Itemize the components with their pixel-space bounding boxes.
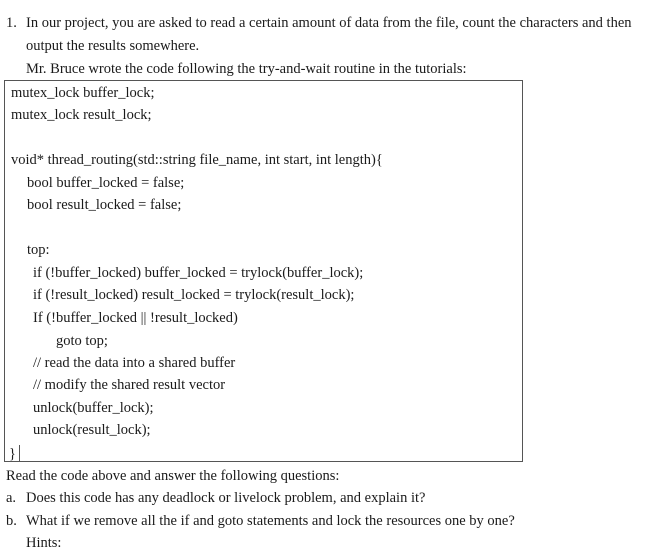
code-line-7: if (!buffer_locked) buffer_locked = trylock(buffer_lock); <box>33 265 364 281</box>
code-line-15: } <box>9 446 16 462</box>
code-line-3: void* thread_routing(std::string file_name, int start, int length){ <box>11 152 383 168</box>
intro-line-3: Mr. Bruce wrote the code following the try-and-wait routine in the tutorials: <box>26 61 467 77</box>
code-line-12: // modify the shared result vector <box>33 377 226 393</box>
code-line-9: If (!buffer_locked || !result_locked) <box>33 310 238 326</box>
hints-label: Hints: <box>26 535 62 551</box>
intro-line-1: In our project, you are asked to read a certain amount of data from the file, count the characters and then <box>26 15 632 31</box>
code-line-4: bool buffer_locked = false; <box>27 175 185 191</box>
question-a-label: a. <box>6 490 17 506</box>
question-a-text: Does this code has any deadlock or livelock problem, and explain it? <box>26 490 426 506</box>
code-line-2: mutex_lock result_lock; <box>11 107 152 123</box>
intro-line-2: output the results somewhere. <box>26 38 200 54</box>
code-line-1: mutex_lock buffer_lock; <box>11 85 155 101</box>
read-instruction: Read the code above and answer the following questions: <box>6 468 340 484</box>
code-line-14: unlock(result_lock); <box>33 422 151 438</box>
question-number: 1. <box>6 15 17 31</box>
question-b-label: b. <box>6 513 17 529</box>
code-line-5: bool result_locked = false; <box>27 197 182 213</box>
question-b-text: What if we remove all the if and goto statements and lock the resources one by one? <box>26 513 515 529</box>
code-line-13: unlock(buffer_lock); <box>33 400 154 416</box>
code-line-6: top: <box>27 242 50 258</box>
code-line-11: // read the data into a shared buffer <box>33 355 236 371</box>
code-line-8: if (!result_locked) result_locked = trylock(result_lock); <box>33 287 355 303</box>
code-line-10: goto top; <box>56 333 108 349</box>
